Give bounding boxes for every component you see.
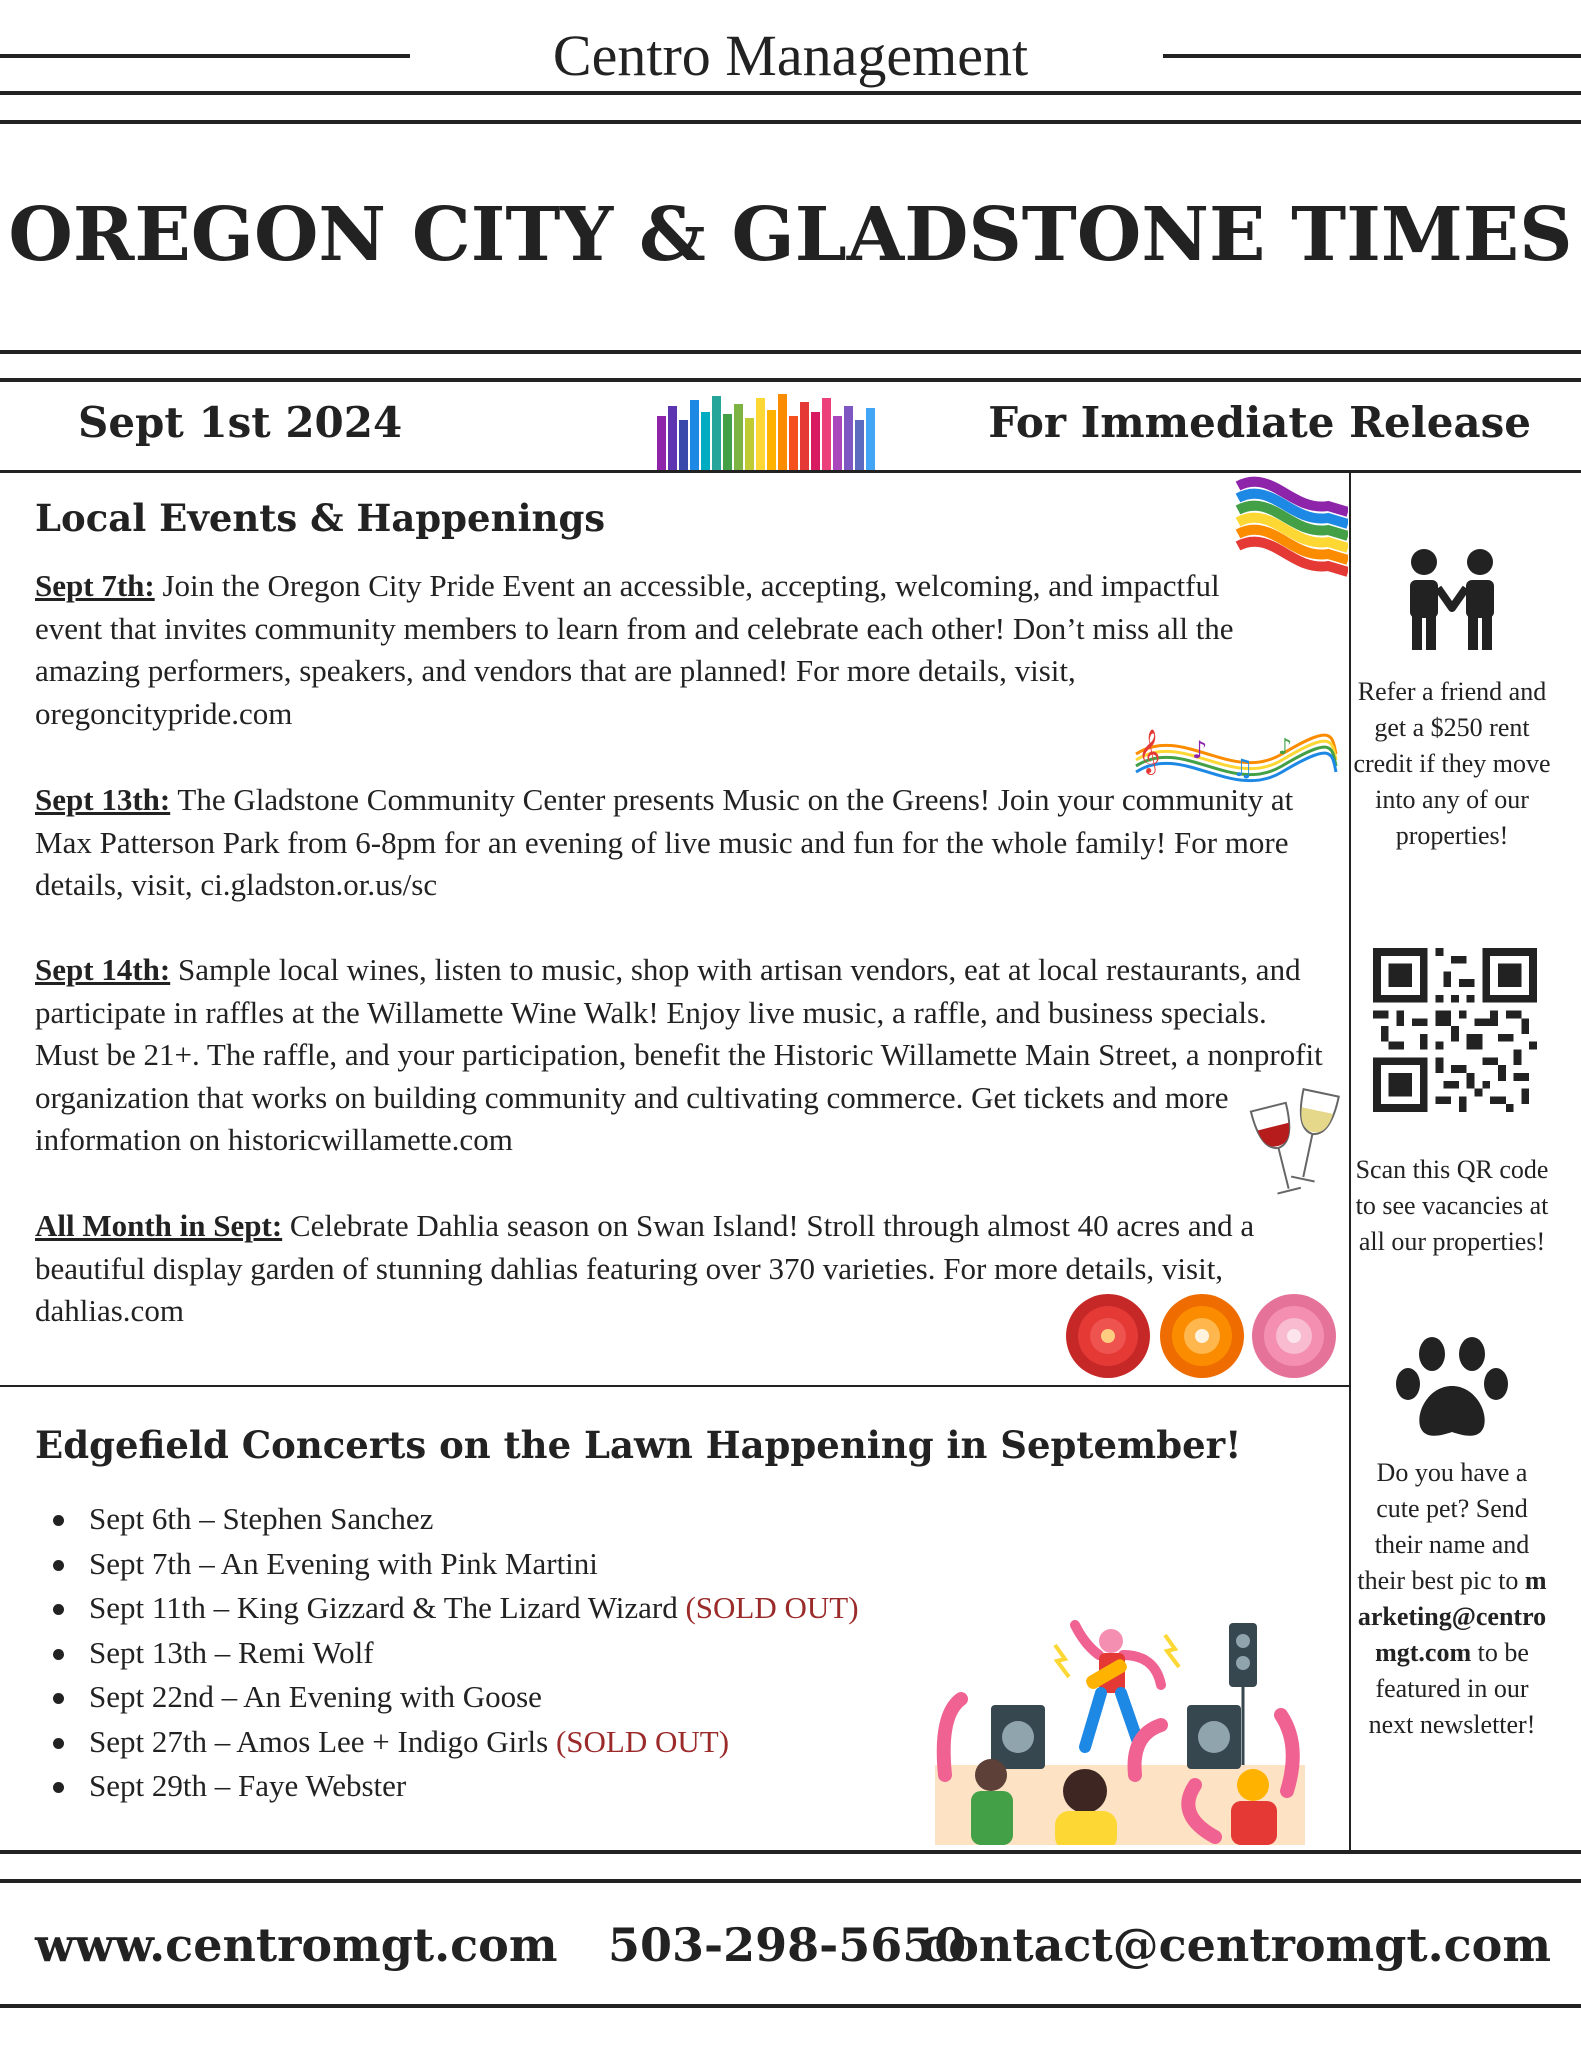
phone-number[interactable]: 503-298-5650 bbox=[608, 1918, 967, 1972]
issue-date: Sept 1st 2024 bbox=[78, 398, 403, 447]
referral-text: Refer a friend and get a $250 rent credit if they move into any of our properties! bbox=[1353, 677, 1551, 850]
colored-pencils-illustration bbox=[655, 386, 881, 470]
sidebar-divider bbox=[1349, 472, 1351, 1850]
qr-code[interactable] bbox=[1373, 948, 1537, 1112]
list-item bbox=[45, 1586, 859, 1631]
title-rule-top bbox=[0, 350, 1581, 354]
event-date: Sept 7th: bbox=[35, 568, 155, 603]
sold-out-note: (SOLD OUT) bbox=[555, 1723, 730, 1759]
event-item bbox=[35, 565, 1280, 735]
event-date: Sept 14th: bbox=[35, 952, 171, 987]
concert-text: Sept 13th – Remi Wolf bbox=[89, 1634, 374, 1670]
event-text: Celebrate Dahlia season on Swan Island! Stroll through almost 40 acres and a beautiful display garden of stunning dahlias featuring over 370 varieties. For more details, visit, dahlias.com bbox=[35, 1208, 1255, 1328]
website-link[interactable]: www.centromgt.com bbox=[35, 1918, 558, 1972]
contact-email-link[interactable]: contact@centromgt.com bbox=[920, 1918, 1551, 1972]
list-item bbox=[45, 1542, 859, 1587]
title-rule-bottom bbox=[0, 378, 1581, 382]
concert-list bbox=[45, 1497, 859, 1809]
concert-text: Sept 22nd – An Evening with Goose bbox=[89, 1679, 542, 1714]
event-text: Join the Oregon City Pride Event an accessible, accepting, welcoming, and impactful event that invites community members to learn from and celebrate each other! Don’t miss all the amazing performers, speakers, and vendors that are planned! For more details, visit, oregoncitypride.com bbox=[35, 568, 1234, 731]
event-date: Sept 13th: bbox=[35, 782, 171, 817]
events-concerts-divider bbox=[0, 1385, 1349, 1387]
pet-text-end: to be featured in our next newsletter! bbox=[1368, 1638, 1536, 1739]
concert-crowd-illustration bbox=[935, 1615, 1305, 1845]
concert-text: Sept 11th – King Gizzard & The Lizard Wizard bbox=[89, 1590, 686, 1625]
concert-text: Sept 6th – Stephen Sanchez bbox=[89, 1501, 434, 1536]
wine-glasses-illustration bbox=[1248, 1086, 1340, 1206]
event-item bbox=[35, 779, 1330, 907]
concert-text: Sept 29th – Faye Webster bbox=[89, 1768, 407, 1803]
dahlia-flowers-illustration bbox=[1062, 1290, 1342, 1382]
concert-text: Sept 7th – An Evening with Pink Martini bbox=[89, 1545, 598, 1581]
bullet-icon bbox=[53, 1604, 64, 1615]
event-item bbox=[35, 949, 1330, 1162]
paw-print-icon bbox=[1394, 1336, 1510, 1444]
footer-rule-bottom bbox=[0, 2004, 1581, 2008]
events-heading: Local Events & Happenings bbox=[35, 496, 606, 540]
friends-holding-hands-icon bbox=[1402, 548, 1502, 650]
sold-out-note: (SOLD OUT) bbox=[685, 1590, 859, 1625]
list-item bbox=[45, 1675, 859, 1720]
newsletter-title: OREGON CITY & GLADSTONE TIMES bbox=[8, 192, 1573, 278]
marketing-email-link[interactable]: marketing@centromgt.com bbox=[1357, 1566, 1547, 1667]
list-item bbox=[45, 1497, 859, 1542]
list-item bbox=[45, 1764, 859, 1809]
bullet-icon bbox=[53, 1560, 64, 1571]
concerts-heading: Edgefield Concerts on the Lawn Happening in September! bbox=[35, 1423, 1242, 1467]
pet-callout bbox=[1352, 1455, 1552, 1743]
list-item bbox=[45, 1631, 859, 1676]
bullet-icon bbox=[53, 1649, 64, 1660]
svg-text:♫: ♫ bbox=[1232, 754, 1254, 782]
bullet-icon bbox=[53, 1693, 64, 1704]
concert-text: Sept 27th – Amos Lee + Indigo Girls bbox=[89, 1723, 556, 1759]
bullet-icon bbox=[53, 1738, 64, 1749]
footer-rule-top bbox=[0, 1850, 1581, 1854]
bullet-icon bbox=[53, 1515, 64, 1526]
masthead-double-rule-bottom bbox=[0, 120, 1581, 124]
company-name: Centro Management bbox=[552, 23, 1029, 88]
event-text: The Gladstone Community Center presents Music on the Greens! Join your community at Max Patterson Park from 6-8pm for an evening of live music and fun for the whole family! For more details, visit, ci.gladston.or.us/sc bbox=[35, 782, 1294, 902]
qr-caption: Scan this QR code to see vacancies at all our properties! bbox=[1355, 1155, 1549, 1256]
svg-text:♪: ♪ bbox=[1278, 735, 1293, 760]
footer-rule-mid bbox=[0, 1879, 1581, 1883]
masthead-double-rule-top bbox=[0, 91, 1581, 95]
release-label: For Immediate Release bbox=[988, 398, 1531, 447]
svg-text:𝄞: 𝄞 bbox=[1138, 729, 1161, 773]
pet-text: Do you have a cute pet? Send their name and their best pic to bbox=[1357, 1458, 1530, 1595]
event-date: All Month in Sept: bbox=[35, 1208, 283, 1243]
bullet-icon bbox=[53, 1782, 64, 1793]
list-item bbox=[45, 1720, 859, 1765]
svg-text:♪: ♪ bbox=[1192, 736, 1208, 764]
event-text: Sample local wines, listen to music, shop with artisan vendors, eat at local restaurants, and participate in raffles at the Willamette Wine Walk! Enjoy live music, a raffle, and business specials. Must be 21+. The raffle, and your participation, benefit the Historic Willamette Main Street, a nonprofit organization that works on building community and cultivating commerce. Get tickets and more information on historicwillamette.com bbox=[35, 952, 1323, 1157]
